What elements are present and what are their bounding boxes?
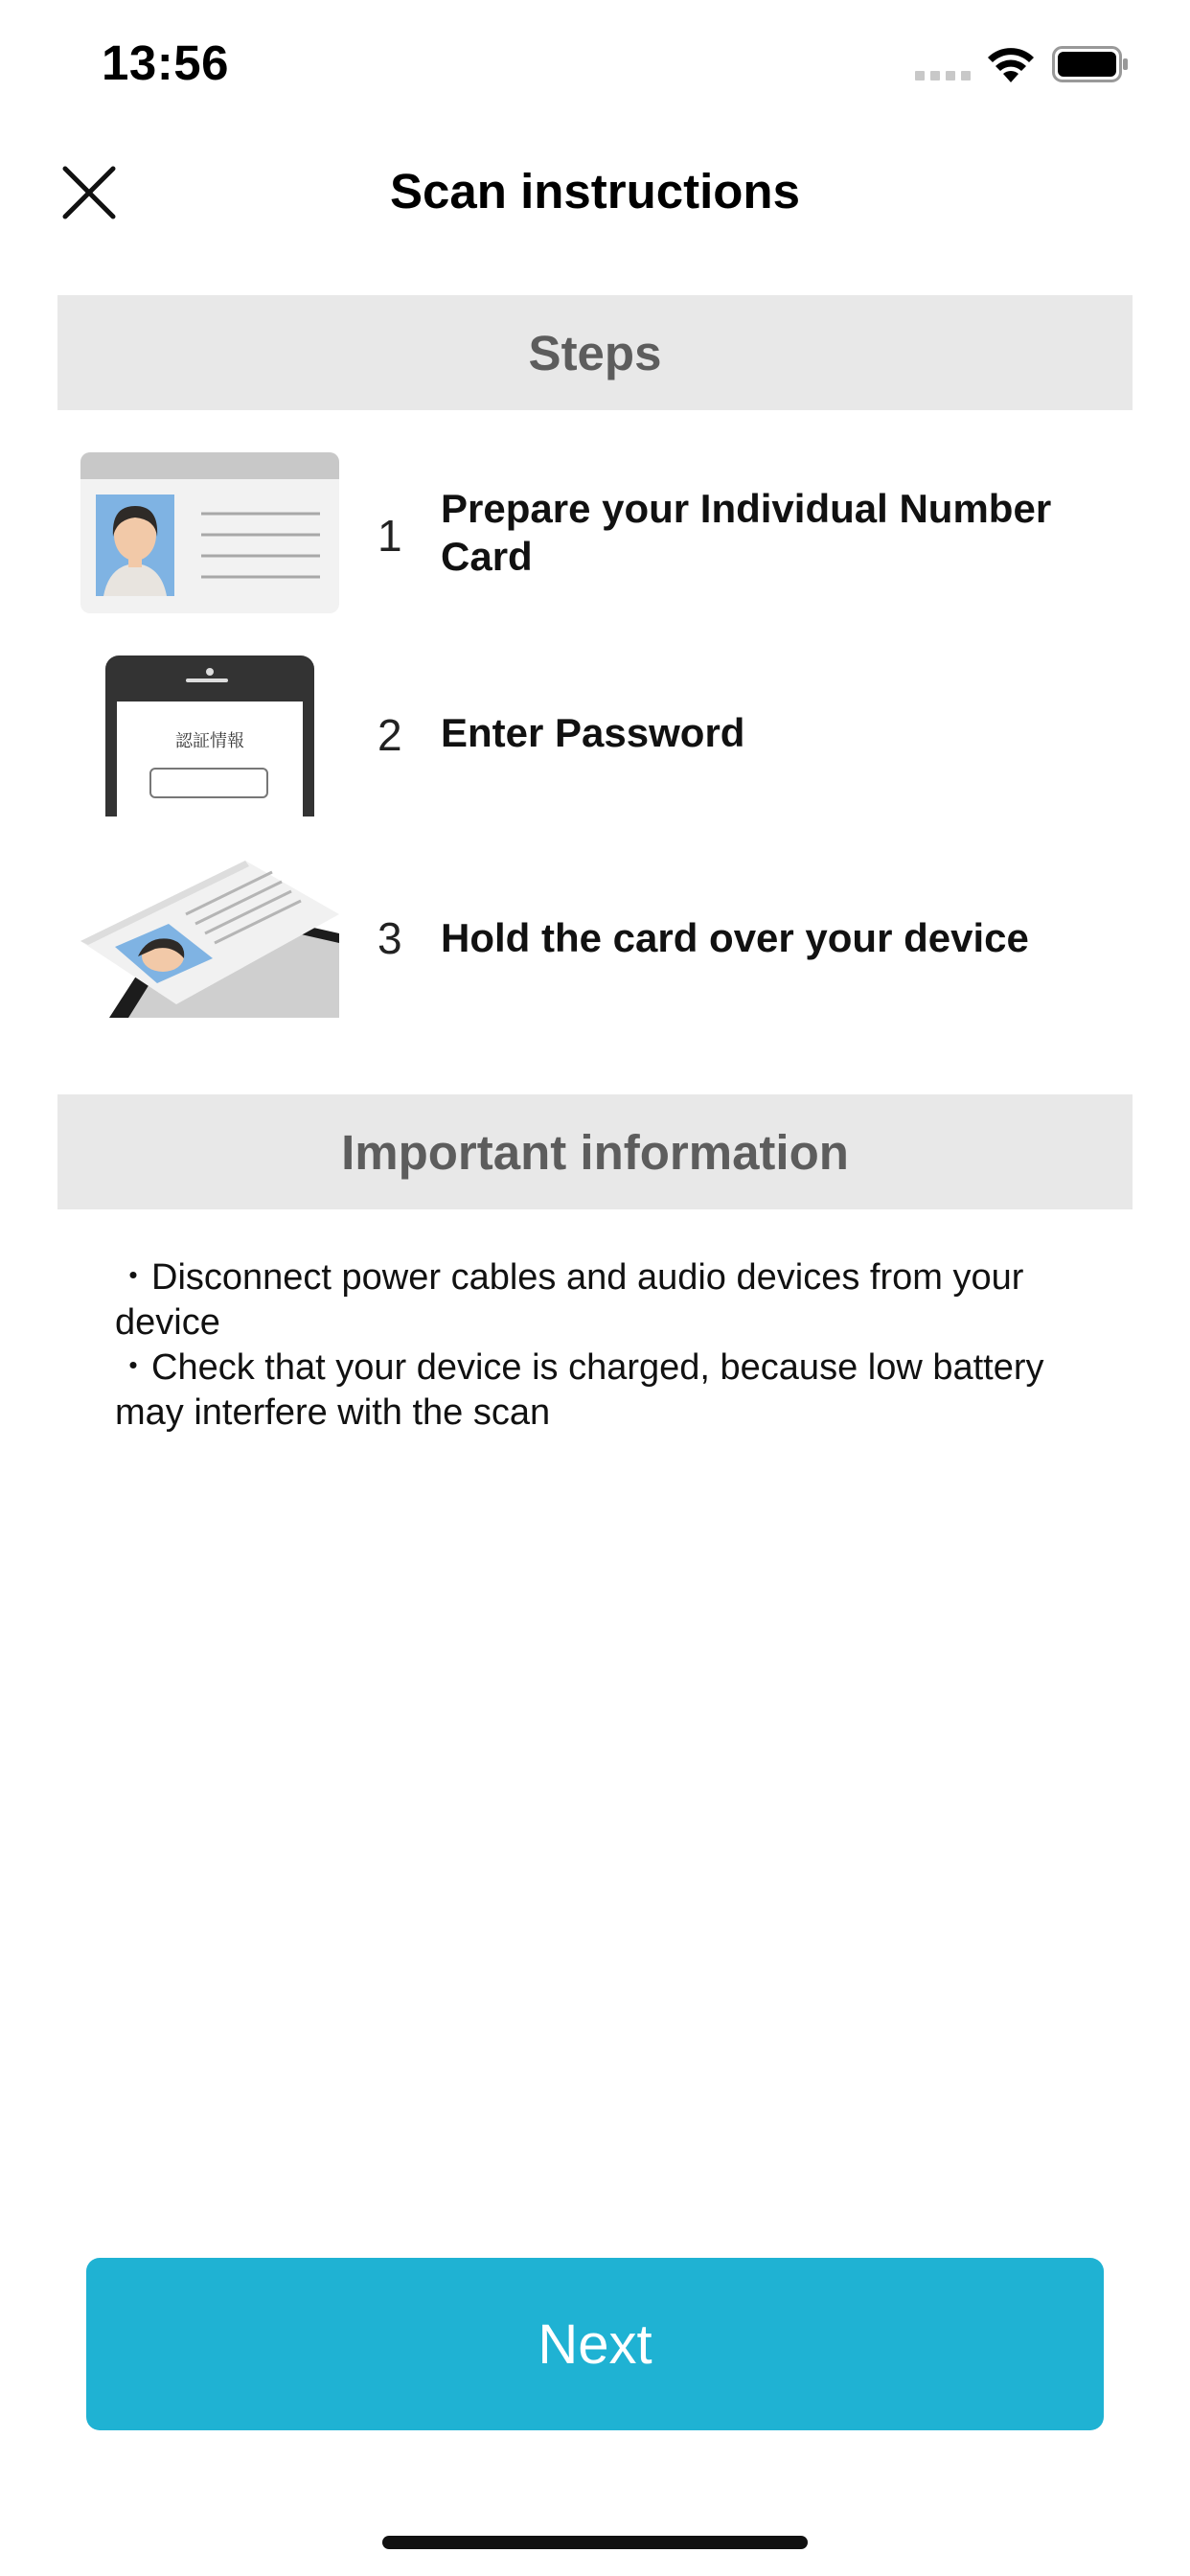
wifi-icon	[985, 44, 1037, 84]
navigation-bar	[0, 134, 1190, 249]
status-bar	[0, 0, 1190, 125]
password-illustration-label: 認証情報	[175, 731, 244, 751]
phone-password-illustration	[105, 656, 314, 816]
step-label: Hold the card over your device	[441, 915, 1029, 960]
id-card-illustration	[80, 452, 339, 615]
step-label: Prepare your Individual Number Card	[441, 486, 1052, 579]
home-indicator	[382, 2536, 808, 2549]
step-number: 2	[378, 710, 402, 760]
info-line: ・Disconnect power cables and audio devices from your device	[115, 1257, 1024, 1343]
status-time: 13:56	[102, 35, 229, 90]
battery-icon	[1052, 46, 1129, 82]
card-over-device-illustration	[80, 861, 339, 1018]
next-button[interactable]: Next	[86, 2258, 1104, 2430]
important-info-section-header: Important information	[57, 1094, 1133, 1209]
step-label: Enter Password	[441, 710, 745, 755]
info-line: ・Check that your device is charged, because low battery may interfere with the scan	[115, 1347, 1044, 1433]
steps-section-header: Steps	[57, 295, 1133, 410]
step-number: 1	[378, 511, 402, 561]
important-info-text	[115, 1255, 1092, 1436]
page-title: Scan instructions	[390, 164, 800, 218]
step-number: 3	[378, 913, 402, 963]
cellular-signal-icon	[915, 71, 971, 80]
